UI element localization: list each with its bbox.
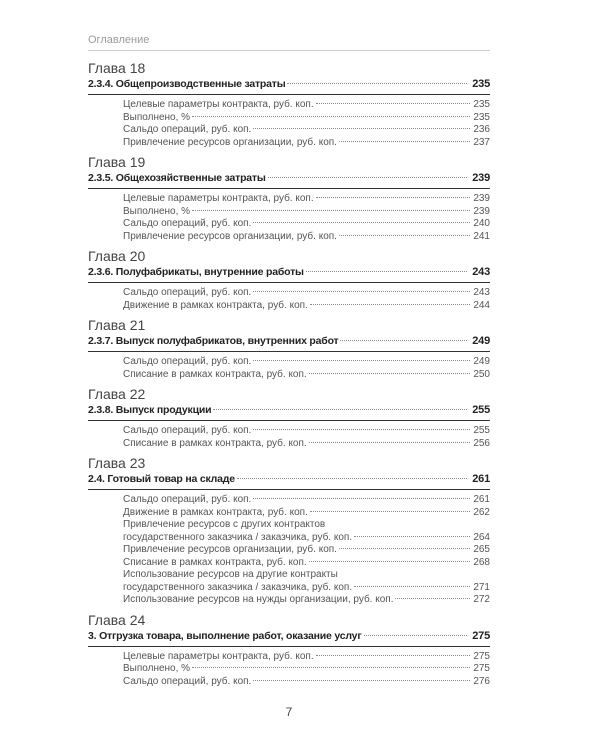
entry-row <box>123 206 490 219</box>
toc-entry[interactable] <box>88 231 490 244</box>
toc-entry[interactable] <box>88 112 490 125</box>
section-heading[interactable] <box>88 77 490 95</box>
toc-entry[interactable] <box>88 356 490 369</box>
toc-chapter <box>88 612 490 689</box>
table-of-contents <box>88 60 490 693</box>
entry-label: Сальдо операций, руб. коп. <box>123 494 252 505</box>
entry-page-number: 271 <box>473 581 490 593</box>
entry-page-number: 268 <box>473 556 490 568</box>
entry-row <box>123 231 490 244</box>
entry-page-number: 276 <box>473 675 490 687</box>
entry-label: Сальдо операций, руб. коп. <box>123 425 252 436</box>
dot-leader <box>253 360 470 361</box>
toc-chapter <box>88 317 490 381</box>
toc-entry[interactable] <box>88 494 490 507</box>
section-page-number: 275 <box>472 629 490 642</box>
entry-row <box>123 356 490 369</box>
section-label: 2.3.4. Общепроизводственные затраты <box>88 78 286 90</box>
entry-label: Сальдо операций, руб. коп. <box>123 218 252 229</box>
entry-label: Целевые параметры контракта, руб. коп. <box>123 650 314 662</box>
entry-page-number: 243 <box>473 287 490 298</box>
section-heading[interactable] <box>88 171 490 189</box>
entry-row <box>123 594 490 607</box>
chapter-title: Глава 18 <box>88 60 146 76</box>
entry-row <box>123 137 490 150</box>
toc-chapter <box>88 248 490 312</box>
entry-page-number: 272 <box>473 594 490 605</box>
entry-row <box>123 218 490 231</box>
entry-page-number: 265 <box>473 544 490 555</box>
toc-entry[interactable] <box>88 663 490 676</box>
entry-label: Списание в рамках контракта, руб. коп. <box>123 437 307 449</box>
dot-leader <box>253 128 470 129</box>
dot-leader <box>253 680 470 681</box>
section-page-number: 255 <box>472 404 490 416</box>
toc-entry[interactable] <box>88 544 490 557</box>
chapter-title: Глава 19 <box>88 154 146 170</box>
entry-label: Списание в рамках контракта, руб. коп. <box>123 556 307 568</box>
dot-leader <box>339 548 470 549</box>
entry-row <box>123 557 490 570</box>
entry-page-number: 240 <box>473 218 490 229</box>
section-heading[interactable] <box>88 334 490 352</box>
entry-label: Целевые параметры контракта, руб. коп. <box>123 99 314 110</box>
toc-chapter <box>88 455 490 607</box>
dot-leader <box>268 177 468 178</box>
entry-page-number: 239 <box>473 193 490 204</box>
entry-row <box>123 676 490 689</box>
entry-label: Привлечение ресурсов организации, руб. коп. <box>123 136 337 148</box>
toc-entry[interactable] <box>88 569 490 594</box>
entry-page-number: 261 <box>473 494 490 505</box>
chapter-title: Глава 24 <box>88 611 146 628</box>
toc-entry[interactable] <box>88 557 490 570</box>
toc-chapter <box>88 154 490 243</box>
entry-label: Выполнено, % <box>123 205 191 217</box>
dot-leader <box>316 655 471 656</box>
entry-page-number: 275 <box>473 663 490 674</box>
entry-page-number: 249 <box>473 356 490 367</box>
dot-leader <box>253 291 470 292</box>
toc-entry[interactable] <box>88 519 490 544</box>
page-number: 7 <box>285 705 293 719</box>
dot-leader <box>364 635 468 636</box>
entry-page-number: 255 <box>473 425 490 436</box>
entry-page-number: 235 <box>473 99 490 110</box>
chapter-title: Глава 23 <box>88 455 146 471</box>
dot-leader <box>306 271 467 272</box>
chapter-title: Глава 22 <box>88 386 146 402</box>
entry-label: государственного заказчика / заказчика, руб. коп. <box>123 531 353 543</box>
entry-row <box>123 438 490 451</box>
section-label: 2.3.6. Полуфабрикаты, внутренние работы <box>88 266 304 278</box>
dot-leader <box>316 197 471 198</box>
chapter-title: Глава 21 <box>88 317 146 333</box>
toc-entry[interactable] <box>88 369 490 382</box>
dot-leader <box>213 409 467 410</box>
section-label: 2.3.8. Выпуск продукции <box>88 404 212 416</box>
entry-label: Сальдо операций, руб. коп. <box>123 287 252 298</box>
entry-label: Сальдо операций, руб. коп. <box>123 356 252 367</box>
entry-row <box>123 544 490 557</box>
dot-leader <box>192 667 470 668</box>
section-heading[interactable] <box>88 265 490 283</box>
section-label: 2.3.5. Общехозяйственные затраты <box>88 172 266 184</box>
entry-row <box>123 112 490 125</box>
dot-leader <box>340 340 467 341</box>
section-heading[interactable] <box>88 472 490 490</box>
entry-row <box>123 507 490 520</box>
dot-leader <box>192 210 470 211</box>
toc-entry[interactable] <box>88 300 490 313</box>
entry-label: Выполнено, % <box>123 663 191 674</box>
section-label: 2.3.7. Выпуск полуфабрикатов, внутренних работ <box>88 335 339 347</box>
entry-label: Привлечение ресурсов организации, руб. коп. <box>123 230 337 242</box>
entry-label: Использование ресурсов на нужды организации, руб. коп. <box>123 594 394 605</box>
section-page-number: 243 <box>472 266 490 278</box>
toc-entry[interactable] <box>88 137 490 150</box>
dot-leader <box>287 83 467 84</box>
toc-entry[interactable] <box>88 124 490 137</box>
dot-leader <box>395 598 470 599</box>
entry-page-number: 237 <box>473 136 490 148</box>
toc-entry[interactable] <box>88 206 490 219</box>
dot-leader <box>253 222 470 223</box>
entry-row <box>123 425 490 438</box>
entry-page-number: 256 <box>473 437 490 449</box>
toc-entry[interactable] <box>88 218 490 231</box>
entry-row <box>123 651 490 664</box>
entry-row <box>123 287 490 300</box>
section-label: 2.4. Готовый товар на складе <box>88 473 235 485</box>
entry-label: государственного заказчика / заказчика, руб. коп. <box>123 581 353 593</box>
toc-entry[interactable] <box>88 425 490 438</box>
entry-row <box>123 369 490 382</box>
dot-leader <box>253 429 470 430</box>
chapter-title: Глава 20 <box>88 248 146 264</box>
section-page-number: 261 <box>472 473 490 485</box>
entry-page-number: 264 <box>473 531 490 543</box>
dot-leader <box>192 116 470 117</box>
dot-leader <box>339 141 470 142</box>
toc-entry[interactable] <box>88 651 490 664</box>
dot-leader <box>309 373 471 374</box>
section-page-number: 239 <box>472 172 490 184</box>
entry-page-number: 241 <box>473 230 490 242</box>
entry-page-number: 235 <box>473 111 490 123</box>
entry-label: Движение в рамках контракта, руб. коп. <box>123 299 308 311</box>
dot-leader <box>316 103 471 104</box>
entry-row <box>123 124 490 137</box>
toc-entry[interactable] <box>88 594 490 607</box>
section-page-number: 235 <box>472 78 490 90</box>
toc-entry[interactable] <box>88 99 490 112</box>
toc-entry[interactable] <box>88 676 490 689</box>
section-heading[interactable] <box>88 629 490 647</box>
entry-page-number: 250 <box>473 368 490 380</box>
entry-row <box>123 582 490 595</box>
dot-leader <box>310 511 470 512</box>
dot-leader <box>310 304 470 305</box>
entry-page-number: 236 <box>473 124 490 135</box>
toc-entry[interactable] <box>88 438 490 451</box>
entry-page-number: 239 <box>473 205 490 217</box>
entry-label-line1: Привлечение ресурсов с других контрактов <box>123 519 326 530</box>
section-page-number: 249 <box>472 335 490 347</box>
entry-row <box>123 532 490 545</box>
section-label: 3. Отгрузка товара, выполнение работ, оказание услуг <box>88 629 362 642</box>
section-heading[interactable] <box>88 403 490 421</box>
dot-leader <box>237 478 467 479</box>
toc-chapter <box>88 60 490 149</box>
entry-label: Выполнено, % <box>123 111 191 123</box>
dot-leader <box>354 536 470 537</box>
entry-label: Сальдо операций, руб. коп. <box>123 675 252 687</box>
entry-row <box>123 663 490 676</box>
toc-entry[interactable] <box>88 507 490 520</box>
entry-page-number: 275 <box>473 650 490 662</box>
entry-page-number: 262 <box>473 506 490 518</box>
toc-chapter <box>88 386 490 450</box>
dot-leader <box>354 586 470 587</box>
dot-leader <box>253 498 470 499</box>
entry-label: Привлечение ресурсов организации, руб. коп. <box>123 544 337 555</box>
dot-leader <box>309 561 471 562</box>
running-head: Оглавление <box>88 34 490 51</box>
entry-page-number: 244 <box>473 299 490 311</box>
book-page <box>88 0 490 750</box>
toc-entry[interactable] <box>88 287 490 300</box>
entry-label: Сальдо операций, руб. коп. <box>123 124 252 135</box>
entry-label: Целевые параметры контракта, руб. коп. <box>123 193 314 204</box>
entry-label-line1: Использование ресурсов на другие контракты <box>123 569 338 580</box>
dot-leader <box>339 235 470 236</box>
entry-row <box>123 300 490 313</box>
dot-leader <box>309 442 471 443</box>
toc-entry[interactable] <box>88 193 490 206</box>
entry-row <box>123 99 490 112</box>
entry-label: Списание в рамках контракта, руб. коп. <box>123 368 307 380</box>
entry-row <box>123 494 490 507</box>
entry-row <box>123 193 490 206</box>
entry-label: Движение в рамках контракта, руб. коп. <box>123 506 308 518</box>
